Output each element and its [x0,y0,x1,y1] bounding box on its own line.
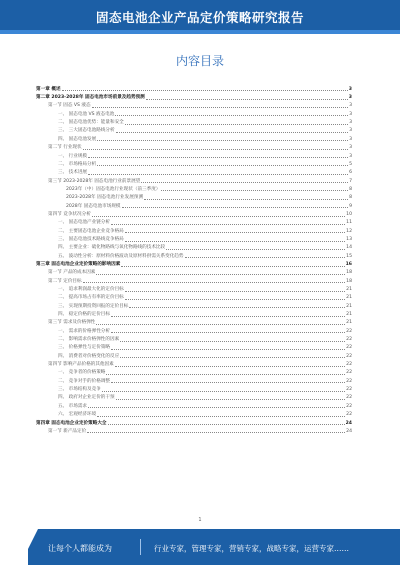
toc-entry-label: 二、 影响需求价格弹性的因素 [58,337,120,343]
toc-entry-label: 第三节 2023-2028年 固态电池行业前景展望 [48,178,141,184]
toc-entry-page: 3 [349,103,352,109]
toc-leader-dots [88,156,348,158]
toc-entry-page: 22 [346,337,352,343]
toc-entry-page: 3 [349,153,352,159]
toc-entry-page: 22 [346,403,352,409]
toc-entry-page: 22 [346,387,352,393]
toc-entry-page: 3 [349,128,352,134]
toc-entry[interactable] [36,343,352,351]
toc-leader-dots [111,348,345,350]
toc-entry-page: 18 [346,270,352,276]
toc-leader-dots [83,148,348,150]
toc-entry[interactable] [36,276,352,284]
toc-entry[interactable] [36,192,352,200]
toc-entry-page: 24 [346,428,352,434]
toc-entry-label: 一、 固态电池 VS 液态电池 [58,111,115,117]
toc-entry-label: 三、 三大固态电池路线分析 [58,128,115,134]
toc-entry-page: 5 [349,161,352,167]
toc-entry[interactable] [36,218,352,226]
toc-entry-page: 15 [346,253,352,259]
toc-entry-label: 第四节 影响产品价格的其他因素 [48,362,114,368]
toc-entry-page: 3 [349,145,352,151]
toc-entry[interactable] [36,134,352,142]
toc-leader-dots [88,406,345,408]
toc-leader-dots [116,131,348,133]
toc-leader-dots [96,273,345,275]
toc-entry[interactable] [36,326,352,334]
toc-leader-dots [125,298,345,300]
toc-entry[interactable] [36,268,352,276]
toc-entry[interactable] [36,92,352,100]
toc-entry-label: 第四章 固态电池企业定价策略大全 [36,420,107,426]
toc-entry-label: 第三章 固态电池企业定价策略的影响因素 [36,261,121,267]
toc-title: 内容目录 [175,54,224,68]
toc-entry[interactable] [36,159,352,167]
toc-leader-dots [111,223,345,225]
toc-entry[interactable] [36,243,352,251]
toc-entry-page: 16 [345,261,352,267]
toc-entry-page: 22 [346,328,352,334]
toc-leader-dots [141,181,348,183]
toc-entry-page: 22 [346,378,352,384]
toc-entry-page: 7 [349,178,352,184]
toc-entry-label: 四、 主要企业：硫化物路线与氧化物路线的技术比较 [58,245,166,251]
toc-entry[interactable] [36,426,352,434]
toc-entry-page: 22 [346,362,352,368]
toc-entry-label: 二、 市场格局分析 [58,161,97,167]
toc-entry-page: 12 [346,228,352,234]
toc-entry[interactable] [36,151,352,159]
toc-entry[interactable] [36,359,352,367]
toc-entry-label: 二、 固态电池优势：能量和安全 [58,120,124,126]
toc-leader-dots [121,265,344,267]
toc-entry-label: 四、 稳定价格的定价目标 [58,312,110,318]
toc-entry[interactable] [36,376,352,384]
toc-entry-page: 3 [349,136,352,142]
toc-entry[interactable] [36,117,352,125]
toc-leader-dots [96,323,345,325]
toc-entry-label: 二、 竞争对手的价格调整 [58,378,110,384]
footer-tagline: 行业专家，管理专家，营销专家，战略专家，运营专家…… [154,544,349,553]
toc-entry-label: 第三节 需求及价格弹性 [48,320,96,326]
toc-entry[interactable] [36,167,352,175]
toc-leader-dots [111,381,345,383]
toc-entry-page: 3 [348,95,352,101]
toc-entry-label: 二、 提高市场占有率的定价目标 [58,295,124,301]
toc-entry-page: 3 [349,111,352,117]
toc-entry[interactable] [36,142,352,150]
toc-entry-page: 22 [346,395,352,401]
toc-entry[interactable] [36,409,352,417]
toc-entry-label: 2023-2028年 固态电池行业发展预测 [66,195,144,201]
toc-entry[interactable] [36,126,352,134]
toc-entry-label: 三、 实现预期投资回报的定价目标 [58,303,129,309]
toc-entry-page: 21 [346,295,352,301]
toc-leader-dots [129,306,345,308]
toc-leader-dots [185,256,346,258]
toc-entry[interactable] [36,293,352,301]
toc-leader-dots [120,356,345,358]
toc-leader-dots [83,281,346,283]
toc-leader-dots [97,139,348,141]
toc-entry-label: 第二节 行业现状 [48,145,82,151]
page-header [0,0,400,34]
toc-leader-dots [120,340,345,342]
toc-leader-dots [125,231,345,233]
toc-entry-page: 22 [346,412,352,418]
toc-entry[interactable] [36,259,352,267]
toc-entry-page: 21 [346,303,352,309]
toc-entry-page: 8 [349,186,352,192]
toc-entry-label: 第一章 概述 [36,86,61,92]
toc-entry-page: 14 [346,245,352,251]
toc-entry[interactable] [36,318,352,326]
toc-entry[interactable] [36,201,352,209]
toc-entry-label: 三、 技术进展 [58,170,88,176]
toc-entry-label: 一、 竞争者的价格策略 [58,370,106,376]
toc-entry[interactable] [36,84,352,92]
toc-entry-label: 四、 消费者对价格变化的反应 [58,353,120,359]
toc-entry-label: 一、 需求的价格弹性分析 [58,328,110,334]
toc-entry-label: 三、 价格弹性与定价策略 [58,345,110,351]
toc-leader-dots [111,315,345,317]
toc-leader-dots [108,423,345,425]
toc-entry-label: 四、 固态电池发展 [58,136,97,142]
toc-entry[interactable] [36,334,352,342]
toc-entry-page: 9 [349,203,352,209]
toc-leader-dots [88,173,348,175]
toc-entry-page: 3 [348,86,352,92]
header-accent-bar [0,30,400,34]
toc-leader-dots [146,98,348,100]
toc-entry-page: 18 [346,278,352,284]
toc-entry-page: 13 [346,236,352,242]
toc-entry[interactable] [36,284,352,292]
toc-entry-page: 8 [349,195,352,201]
toc-entry-page: 21 [346,312,352,318]
toc-entry[interactable] [36,401,352,409]
toc-entry-label: 五、 波动性分析：原材料价格波动及原材料供需关系变化趋势 [58,253,184,259]
toc-entry-page: 11 [346,220,352,226]
toc-entry-label: 第一节 产品的成本因素 [48,270,96,276]
toc-entry-page: 21 [346,320,352,326]
toc-entry-label: 第一节 新产品定价 [48,428,87,434]
toc-entry-label: 2028年 固态电池市场规模 [66,203,121,209]
toc-entry[interactable] [36,184,352,192]
toc-entry-label: 一、 追求利润最大化的定价目标 [58,287,124,292]
toc-leader-dots [87,431,345,433]
toc-entry[interactable] [36,109,352,117]
toc-entry-page: 22 [346,353,352,359]
toc-entry[interactable] [36,251,352,259]
toc-entry[interactable] [36,351,352,359]
toc-entry-label: 第一节 固态 VS 液态 [48,103,91,109]
toc-leader-dots [144,198,348,200]
toc-leader-dots [62,89,348,91]
toc-entry-label: 四、 政府对企业定价的干预 [58,395,115,401]
toc-entry-page: 21 [346,287,352,292]
toc-entry-page: 3 [349,120,352,126]
footer-divider [140,539,141,555]
toc-leader-dots [161,189,348,191]
footer-wedge-decoration [20,529,38,565]
toc-leader-dots [97,415,345,417]
page-footer [0,529,400,565]
toc-entry-page: 22 [346,370,352,376]
report-title: 固态电池企业产品定价策略研究报告 [95,10,304,25]
toc-entry[interactable] [36,226,352,234]
toc-entry[interactable] [36,384,352,392]
toc-entry-page: 24 [345,420,352,426]
toc-entry-label: 五、 市场需求 [58,403,88,409]
toc-entry-label: 第二节 定价目标 [48,278,82,284]
toc-leader-dots [166,248,345,250]
toc-entry[interactable] [36,301,352,309]
toc-leader-dots [125,240,345,242]
toc-entry-label: 一、 固态电池产业链分析 [58,220,110,226]
toc-leader-dots [102,390,345,392]
toc-entry[interactable] [36,176,352,184]
toc-entry-label: 第二章 2023-2028年 固态电池市场前景及趋势预测 [36,95,145,101]
toc-entry[interactable] [36,309,352,317]
toc-entry[interactable] [36,209,352,217]
page-number: 1 [198,517,202,523]
toc-leader-dots [92,215,345,217]
toc-leader-dots [92,106,348,108]
table-of-contents [36,84,352,434]
toc-entry[interactable] [36,393,352,401]
toc-entry-page: 6 [349,170,352,176]
toc-entry-label: 一、 行业规模 [58,153,88,159]
toc-entry[interactable] [36,101,352,109]
toc-leader-dots [115,114,348,116]
toc-leader-dots [106,373,345,375]
toc-leader-dots [97,164,348,166]
toc-entry-label: 六、 宏观经济环境 [58,412,97,418]
toc-entry-label: 三、 市场结构及竞争 [58,387,101,393]
toc-entry[interactable] [36,234,352,242]
toc-entry[interactable] [36,418,352,426]
toc-entry-page: 10 [346,211,352,217]
toc-entry[interactable] [36,368,352,376]
toc-leader-dots [125,290,345,292]
toc-entry-page: 22 [346,345,352,351]
toc-entry-label: 2023年（中）固态电池行业现状（前三季度） [66,186,161,192]
toc-leader-dots [122,206,349,208]
footer-slogan: 让每个人都能成为 [48,544,112,553]
toc-entry-label: 三、 固态电池技术路线竞争格局 [58,236,124,242]
toc-leader-dots [111,331,345,333]
toc-entry-label: 第四节 竞争状况分析 [48,211,91,217]
toc-leader-dots [116,398,346,400]
toc-leader-dots [115,365,345,367]
toc-entry-label: 二、 主要固态电池企业竞争格局 [58,228,124,234]
toc-leader-dots [125,123,348,125]
